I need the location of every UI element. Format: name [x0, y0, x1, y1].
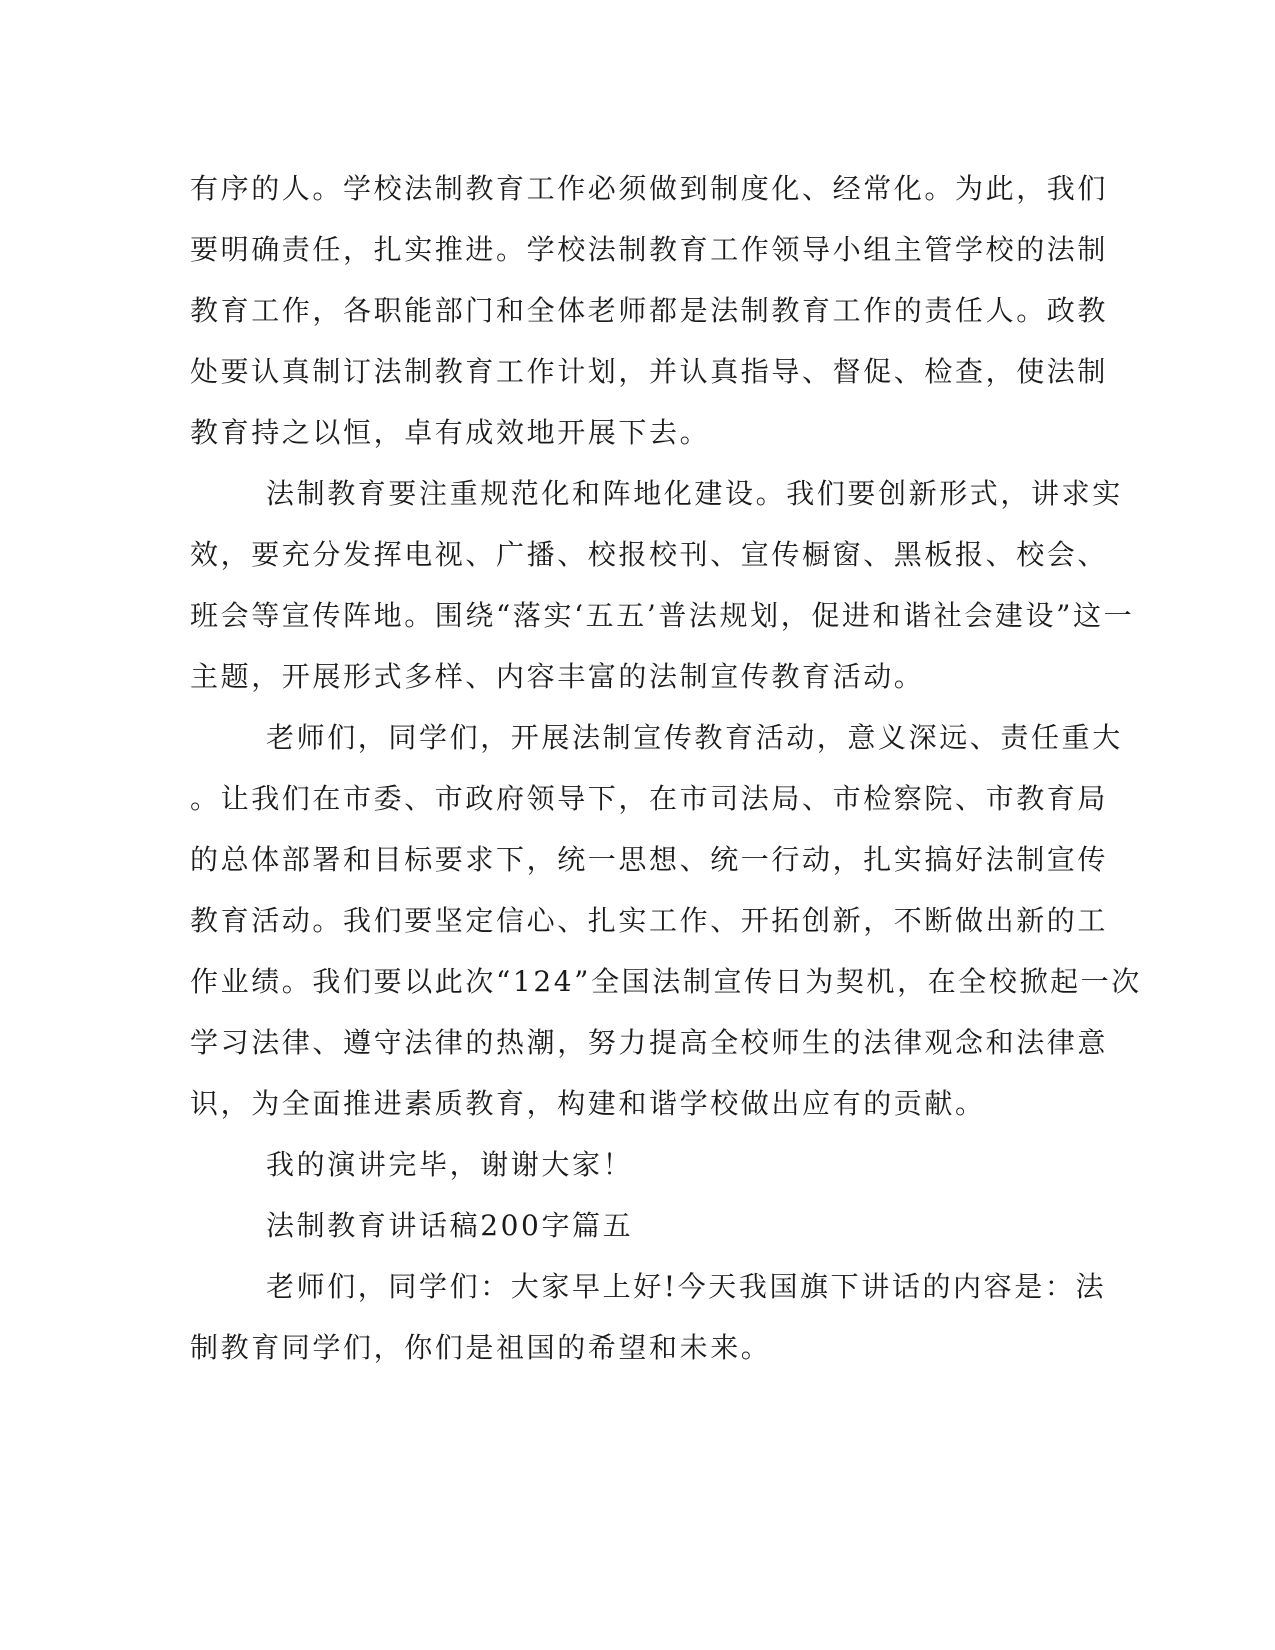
text-line: 识，为全面推进素质教育，构建和谐学校做出应有的贡献。 — [190, 1087, 986, 1120]
text-line: 教育活动。我们要坚定信心、扎实工作、开拓创新，不断做出新的工 — [190, 904, 1109, 937]
text-line: 老师们，同学们：大家早上好!今天我国旗下讲话的内容是：法 — [266, 1270, 1107, 1303]
paragraph — [190, 1195, 1080, 1256]
text-line: 老师们，同学们，开展法制宣传教育活动，意义深远、责任重大 — [266, 721, 1123, 754]
text-line: 学习法律、遵守法律的热潮，努力提高全校师生的法律观念和法律意 — [190, 1026, 1109, 1059]
paragraph — [190, 1134, 1080, 1195]
text-line: 的总体部署和目标要求下，统一思想、统一行动，扎实搞好法制宣传 — [190, 843, 1109, 876]
text-line: 制教育同学们，你们是祖国的希望和未来。 — [190, 1331, 772, 1364]
document-body — [190, 158, 1142, 1378]
text-line: 要明确责任，扎实推进。学校法制教育工作领导小组主管学校的法制 — [190, 233, 1109, 266]
paragraph — [190, 463, 1135, 707]
text-line: 作业绩。我们要以此次“124”全国法制宣传日为契机，在全校掀起一次 — [190, 965, 1142, 998]
text-line: 教育工作，各职能部门和全体老师都是法制教育工作的责任人。政教 — [190, 294, 1109, 327]
text-line: 。让我们在市委、市政府领导下，在市司法局、市检察院、市教育局 — [190, 782, 1109, 815]
text-line: 有序的人。学校法制教育工作必须做到制度化、经常化。为此，我们 — [190, 172, 1109, 205]
text-line: 法制教育要注重规范化和阵地化建设。我们要创新形式，讲求实 — [266, 477, 1123, 510]
text-line: 主题，开展形式多样、内容丰富的法制宣传教育活动。 — [190, 660, 925, 693]
paragraph — [190, 1256, 1107, 1378]
text-line: 班会等宣传阵地。围绕“落实‘五五’普法规划，促进和谐社会建设”这一 — [190, 599, 1135, 632]
paragraph — [190, 158, 1109, 463]
paragraph — [190, 707, 1142, 1134]
text-line: 效，要充分发挥电视、广播、校报校刊、宣传橱窗、黑板报、校会、 — [190, 538, 1109, 571]
text-line: 法制教育讲话稿200字篇五 — [266, 1209, 634, 1242]
text-line: 教育持之以恒，卓有成效地开展下去。 — [190, 416, 711, 449]
text-line: 处要认真制订法制教育工作计划，并认真指导、督促、检查，使法制 — [190, 355, 1109, 388]
text-line: 我的演讲完毕，谢谢大家！ — [266, 1148, 634, 1181]
